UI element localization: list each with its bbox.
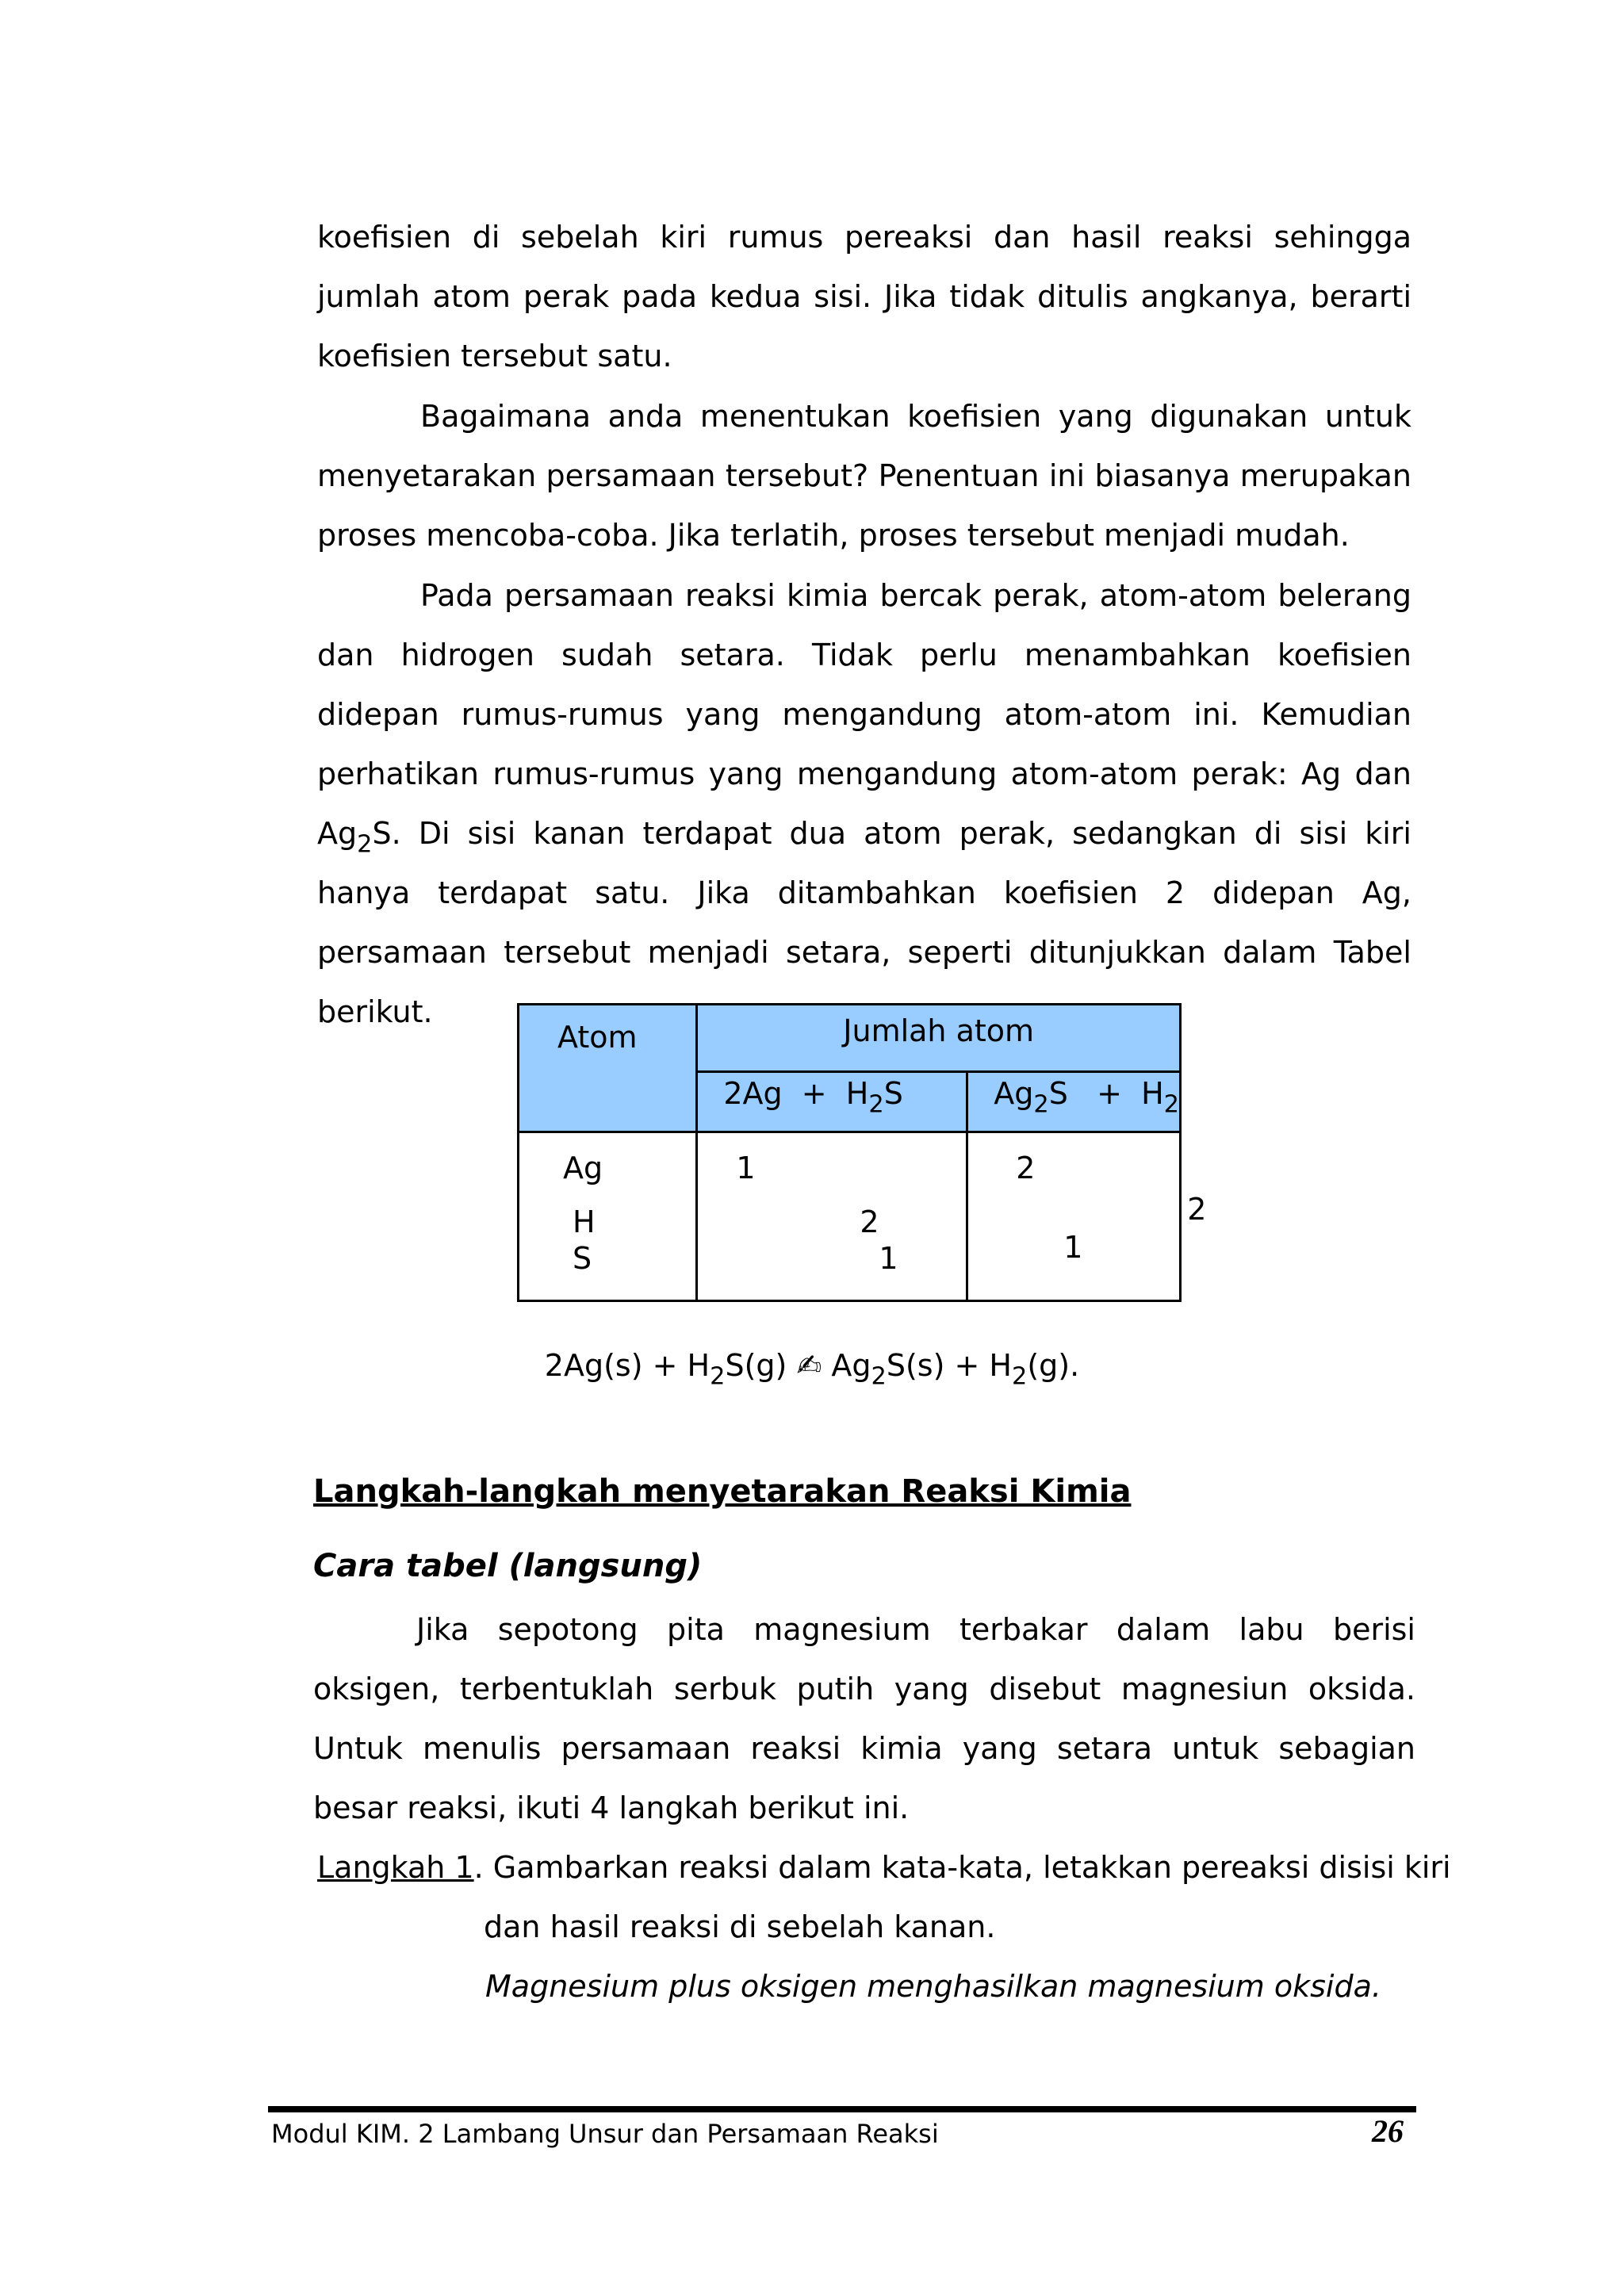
step-1-line xyxy=(317,1850,1451,1885)
paragraph-4: Jika sepotong pita magnesium terbakar dalam labu berisi oksigen, terbentuklah serbuk putih yang disebut magnesiun oksida. Untuk menulis persamaan reaksi kimia yang setara untuk sebagian besar reaksi, ikuti 4 langkah berikut ini. xyxy=(313,1612,1415,1825)
product-s-count: 1 xyxy=(1063,1230,1083,1265)
page-number: 26 xyxy=(1372,2113,1404,2149)
section-heading: Langkah-langkah menyetarakan Reaksi Kimia xyxy=(313,1473,1132,1510)
table-product-values xyxy=(967,1132,1207,1301)
reactant-s-count: 1 xyxy=(879,1241,898,1276)
reactants-part-b: S xyxy=(883,1075,903,1111)
subsection-heading: Cara tabel (langsung) xyxy=(313,1548,703,1584)
reactant-h-count: 2 xyxy=(860,1204,879,1239)
table-header-atom xyxy=(519,1005,697,1132)
equation-part-2: S(g) ✍ Ag xyxy=(725,1348,871,1383)
paragraph-3 xyxy=(317,566,1411,1042)
atom-count-table xyxy=(517,1003,1207,1302)
table-header-products xyxy=(967,1071,1181,1132)
paragraph-2: Bagaimana anda menentukan koefisien yang digunakan untuk menyetarakan persamaan tersebut? Penentuan ini biasanya merupakan proses mencoba-coba. Jika terlatih, proses tersebut menjadi mudah. xyxy=(317,399,1411,553)
atom-h: H xyxy=(573,1204,596,1239)
atom-ag: Ag xyxy=(563,1151,603,1185)
equation-sub-3: 2 xyxy=(1011,1362,1028,1391)
step-1-text-continued: dan hasil reaksi di sebelah kanan. xyxy=(484,1909,996,1944)
table-reactant-values xyxy=(697,1132,967,1301)
products-part-b: S + H xyxy=(1048,1075,1164,1111)
equation-part-3: S(s) + H xyxy=(886,1348,1012,1383)
product-ag-count: 2 xyxy=(1016,1151,1036,1185)
products-subscript-1: 2 xyxy=(1033,1090,1049,1119)
equation-part-4: (g). xyxy=(1027,1348,1080,1383)
products-subscript-2: 2 xyxy=(1163,1090,1179,1119)
step-1-example: Magnesium plus oksigen menghasilkan magnesium oksida. xyxy=(485,1969,1381,2004)
footer-title: Modul KIM. 2 Lambang Unsur dan Persamaan Reaksi xyxy=(271,2119,939,2149)
products-part-a: Ag xyxy=(994,1075,1034,1111)
reactants-subscript: 2 xyxy=(868,1090,884,1119)
step-1-label: Langkah 1 xyxy=(317,1850,474,1885)
paragraph-3-subscript: 2 xyxy=(357,830,373,859)
equation-sub-1: 2 xyxy=(710,1362,726,1391)
reactants-part-a: 2Ag + H xyxy=(723,1075,869,1111)
paragraph-3-part-a: Pada persamaan reaksi kimia bercak perak, atom-atom belerang dan hidrogen sudah setara. Tidak perlu menambahkan koefisien didepan rumus-rumus yang mengandung atom-atom ini. Kemudian perhatikan rumus-rumus yang mengandung atom-atom perak: Ag dan Ag xyxy=(317,578,1411,851)
balanced-equation xyxy=(0,1348,1624,1391)
table-header-reactants xyxy=(697,1071,967,1132)
reactant-ag-count: 1 xyxy=(736,1151,756,1185)
footer-rule xyxy=(268,2106,1416,2112)
paragraph-3-part-b: S. Di sisi kanan terdapat dua atom perak, sedangkan di sisi kiri hanya terdapat satu. Jika ditambahkan koefisien 2 didepan Ag, persamaan tersebut menjadi setara, seperti ditunjukkan dalam Tabel berikut. xyxy=(317,816,1411,1029)
table-header-atom-label: Atom xyxy=(557,1020,638,1055)
equation-sub-2: 2 xyxy=(871,1362,887,1391)
table-atom-column xyxy=(519,1132,697,1301)
table-header-jumlah xyxy=(697,1005,1181,1072)
equation-part-1: 2Ag(s) + H xyxy=(544,1348,710,1383)
atom-s: S xyxy=(573,1241,592,1276)
step-1-text: . Gambarkan reaksi dalam kata-kata, letakkan pereaksi disisi kiri xyxy=(473,1850,1451,1885)
paragraph-1: koefisien di sebelah kiri rumus pereaksi dan hasil reaksi sehingga jumlah atom perak pada kedua sisi. Jika tidak ditulis angkanya, berarti koefisien tersebut satu. xyxy=(317,220,1411,373)
table-header-jumlah-label: Jumlah atom xyxy=(843,1013,1035,1048)
product-h-count: 2 xyxy=(1187,1192,1207,1227)
